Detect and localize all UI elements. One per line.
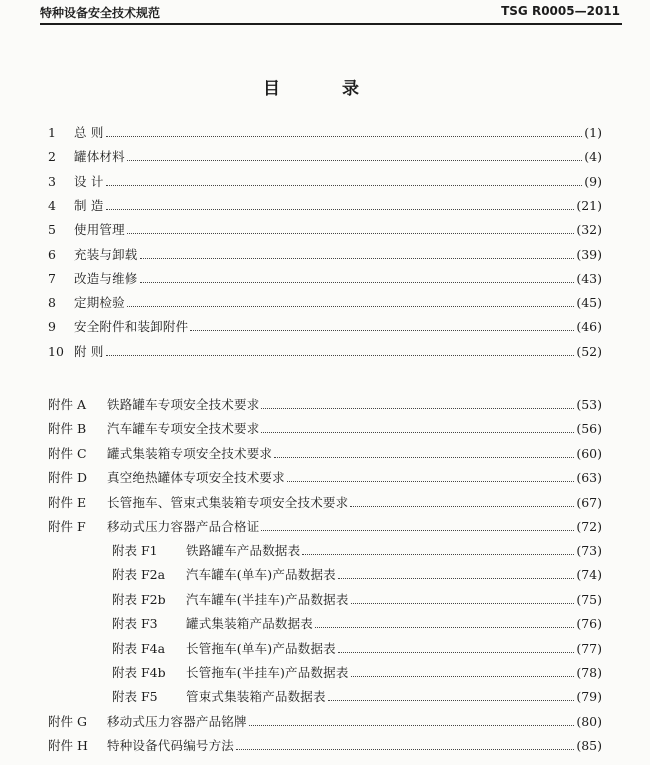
toc-entry-label: 使用管理 xyxy=(74,222,125,238)
toc-entry-label: 移动式压力容器产品合格证 xyxy=(107,519,260,534)
dot-leader xyxy=(106,343,575,356)
toc-entry-page: (53) xyxy=(576,397,602,412)
toc-entry[interactable] xyxy=(48,148,602,166)
dot-leader xyxy=(328,688,575,701)
toc-entry[interactable] xyxy=(48,494,602,512)
toc-entry[interactable] xyxy=(48,318,602,336)
toc-entry-number: 附件 F xyxy=(48,519,86,534)
toc-entry-page: (43) xyxy=(576,270,602,286)
toc-entry-label: 真空绝热罐体专项安全技术要求 xyxy=(107,470,285,486)
toc-entry-page: (85) xyxy=(576,738,602,754)
toc-entry-page: (39) xyxy=(576,246,602,262)
toc-entry-label: 设 计 xyxy=(74,173,104,189)
toc-entry-number: 4 xyxy=(48,197,56,213)
dot-leader xyxy=(261,420,574,433)
toc-entry[interactable] xyxy=(48,737,602,755)
toc-entry-number: 附件 A xyxy=(48,397,87,412)
toc-entry[interactable] xyxy=(112,542,602,560)
dot-leader xyxy=(127,294,575,307)
page-title: 目 录 xyxy=(263,79,387,99)
toc-entry-page: (72) xyxy=(576,519,602,534)
toc-entry-label: 长管拖车(单车)产品数据表 xyxy=(186,640,336,656)
toc-entry[interactable] xyxy=(112,664,602,682)
toc-entry[interactable] xyxy=(112,566,602,584)
toc-entry[interactable] xyxy=(48,124,602,142)
toc-entry-number: 附件 G xyxy=(48,714,87,729)
toc-entry[interactable] xyxy=(48,713,602,731)
toc-entry-label: 铁路罐车专项安全技术要求 xyxy=(107,397,260,412)
toc-entry-label: 罐式集装箱专项安全技术要求 xyxy=(107,445,273,461)
toc-entry-number: 7 xyxy=(48,270,56,286)
toc-entry[interactable] xyxy=(48,469,602,487)
toc-entry-label: 长管拖车、管束式集装箱专项安全技术要求 xyxy=(107,494,349,510)
toc-entry-page: (77) xyxy=(576,640,602,656)
toc-entry-page: (73) xyxy=(576,543,602,558)
toc-entry[interactable] xyxy=(48,445,602,463)
toc-entry[interactable] xyxy=(48,221,602,239)
dot-leader xyxy=(287,469,575,482)
toc-entry-number: 附表 F2a xyxy=(112,567,166,583)
toc-entry-number: 2 xyxy=(48,149,56,165)
toc-entry-number: 8 xyxy=(48,295,56,311)
toc-entry-label: 总 则 xyxy=(74,125,104,140)
toc-entry-number: 附表 F3 xyxy=(112,616,158,632)
dot-leader xyxy=(261,396,574,409)
toc-entry-number: 3 xyxy=(48,173,56,189)
toc-entry-page: (78) xyxy=(576,665,602,680)
toc-entry-label: 汽车罐车(半挂车)产品数据表 xyxy=(186,591,349,607)
toc-entry-label: 罐体材料 xyxy=(74,149,125,165)
toc-entry-page: (32) xyxy=(576,222,602,238)
toc-entry-label: 充装与卸载 xyxy=(74,246,138,262)
dot-leader xyxy=(106,124,583,137)
toc-entry-label: 管束式集装箱产品数据表 xyxy=(186,689,326,705)
toc-entry-number: 9 xyxy=(48,319,56,335)
toc-entry-number: 附表 F4a xyxy=(112,640,166,656)
toc-entry-label: 长管拖车(半挂车)产品数据表 xyxy=(186,665,349,680)
toc-entry-page: (74) xyxy=(576,567,602,583)
dot-leader xyxy=(350,494,574,507)
toc-entry-page: (1) xyxy=(584,125,602,140)
dot-leader xyxy=(140,270,575,283)
dot-leader xyxy=(127,221,575,234)
toc-entry[interactable] xyxy=(48,343,602,361)
toc-entry[interactable] xyxy=(112,615,602,633)
dot-leader xyxy=(249,713,575,726)
dot-leader xyxy=(315,615,574,628)
dot-leader xyxy=(106,173,583,186)
toc-entry[interactable] xyxy=(48,197,602,215)
header-title: 特种设备安全技术规范 xyxy=(40,6,161,20)
header-standard-code: TSG R0005—2011 xyxy=(501,4,620,18)
toc-entry[interactable] xyxy=(48,294,602,312)
toc-entry-page: (75) xyxy=(576,591,602,607)
toc-entry-label: 汽车罐车专项安全技术要求 xyxy=(107,421,260,437)
toc-entry-number: 附件 C xyxy=(48,445,87,461)
dot-leader xyxy=(127,148,582,161)
toc-entry[interactable] xyxy=(112,688,602,706)
dot-leader xyxy=(338,566,574,579)
toc-entry-label: 汽车罐车(单车)产品数据表 xyxy=(186,567,336,583)
toc-entry-page: (79) xyxy=(576,689,602,705)
toc-entry-number: 附表 F4b xyxy=(112,665,166,680)
toc-entry-page: (63) xyxy=(576,470,602,486)
toc-entry[interactable] xyxy=(112,640,602,658)
toc-entry[interactable] xyxy=(48,270,602,288)
toc-entry-label: 安全附件和装卸附件 xyxy=(74,319,189,335)
dot-leader xyxy=(261,518,574,531)
toc-entry-number: 附件 D xyxy=(48,470,87,486)
toc-entry-number: 附件 E xyxy=(48,494,87,510)
toc-entry-label: 罐式集装箱产品数据表 xyxy=(186,616,314,632)
toc-entry-number: 附件 B xyxy=(48,421,87,437)
toc-entry-page: (60) xyxy=(576,445,602,461)
toc-entry-number: 附表 F5 xyxy=(112,689,158,705)
toc-entry-page: (21) xyxy=(576,197,602,213)
toc-entry-number: 6 xyxy=(48,246,56,262)
toc-entry[interactable] xyxy=(48,518,602,536)
dot-leader xyxy=(236,737,574,750)
dot-leader xyxy=(106,197,575,210)
toc-entry-label: 制 造 xyxy=(74,197,104,213)
toc-entry-number: 附表 F1 xyxy=(112,543,158,558)
dot-leader xyxy=(351,664,575,677)
toc-entry-number: 附表 F2b xyxy=(112,591,166,607)
toc-entry-page: (4) xyxy=(584,149,602,165)
toc-entry[interactable] xyxy=(48,173,602,191)
toc-entry-number: 10 xyxy=(48,343,64,359)
toc-entry-number: 1 xyxy=(48,125,56,140)
toc-entry-page: (9) xyxy=(584,173,602,189)
toc-entry-number: 5 xyxy=(48,222,56,238)
toc-entry-label: 铁路罐车产品数据表 xyxy=(186,543,301,558)
toc-entry-page: (67) xyxy=(576,494,602,510)
toc-entry-label: 移动式压力容器产品铭牌 xyxy=(107,714,247,729)
toc-entry[interactable] xyxy=(48,420,602,438)
toc-entry-page: (56) xyxy=(576,421,602,437)
dot-leader xyxy=(140,246,575,259)
toc-entry-page: (76) xyxy=(576,616,602,632)
dot-leader xyxy=(190,318,574,331)
toc-entry-label: 附 则 xyxy=(74,343,104,359)
dot-leader xyxy=(302,542,574,555)
toc-entry-label: 特种设备代码编号方法 xyxy=(107,738,235,754)
toc-entry-number: 附件 H xyxy=(48,738,88,754)
toc-entry[interactable] xyxy=(112,591,602,609)
header-rule xyxy=(40,23,622,25)
toc-entry-page: (52) xyxy=(576,343,602,359)
toc-entry[interactable] xyxy=(48,246,602,264)
toc-entry-label: 定期检验 xyxy=(74,295,125,311)
toc-entry-page: (45) xyxy=(576,295,602,311)
toc-entry[interactable] xyxy=(48,396,602,414)
running-header xyxy=(0,0,650,22)
toc-entry-page: (46) xyxy=(576,319,602,335)
dot-leader xyxy=(338,640,574,653)
dot-leader xyxy=(351,591,575,604)
toc-entry-page: (80) xyxy=(576,714,602,729)
dot-leader xyxy=(274,445,574,458)
toc-entry-label: 改造与维修 xyxy=(74,270,138,286)
